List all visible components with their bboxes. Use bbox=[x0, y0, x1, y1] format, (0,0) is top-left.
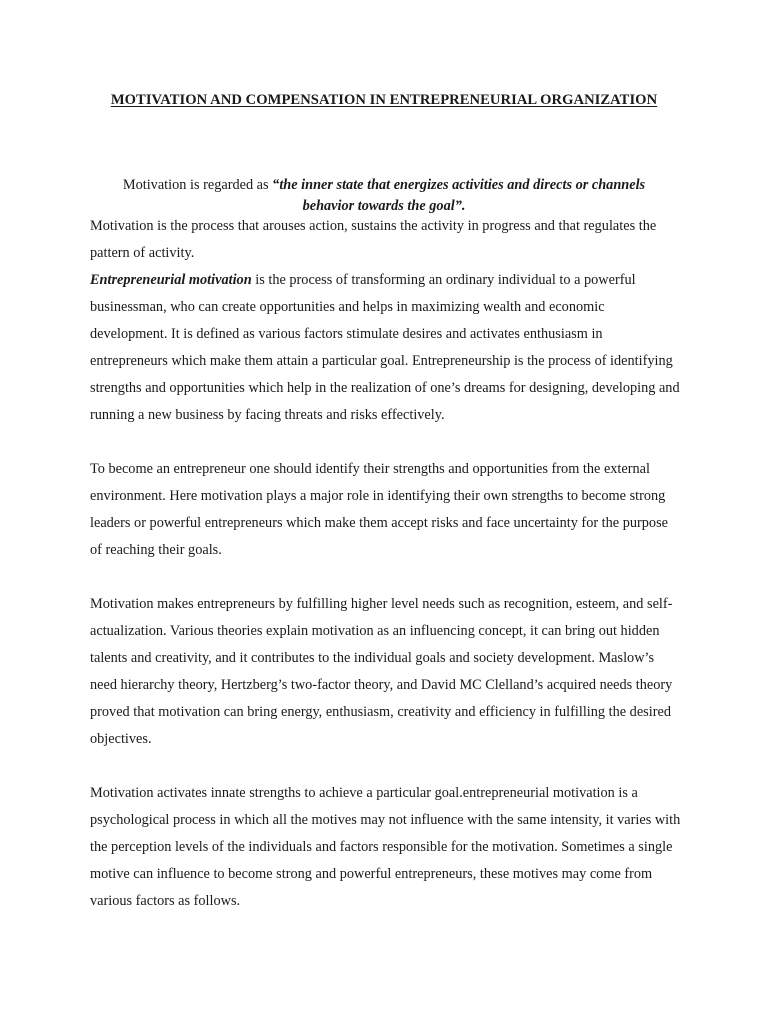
paragraph-become-entrepreneur: To become an entrepreneur one should identify their strengths and opportunities from the external environment. Here motivation plays a major role in identifying their own strengths to become strong leaders or powerful entrepreneurs which make them accept risks and face uncertainty for the purpose of reaching their goals. bbox=[90, 461, 668, 558]
paragraph-lead-term: Entrepreneurial motivation bbox=[90, 272, 252, 288]
page-title: MOTIVATION AND COMPENSATION IN ENTREPRENEURIAL ORGANIZATION bbox=[110, 92, 658, 108]
paragraph-definition: Motivation is the process that arouses action, sustains the activity in progress and that regulates the pattern of activity. bbox=[90, 218, 657, 261]
paragraph-entrepreneurial-motivation bbox=[90, 267, 682, 429]
quote-lead: Motivation is regarded as bbox=[122, 177, 273, 193]
paragraph-innate-strengths: Motivation activates innate strengths to achieve a particular goal.entrepreneurial motivation is a psychological process in which all the motives may not influence with the same intensity, it varies with the perception levels of the individuals and factors responsible for the motivation. Sometimes a single motive can influence to become strong and powerful entrepreneurs, these motives may come from various factors as follows. bbox=[90, 785, 681, 909]
paragraph-higher-level-needs: Motivation makes entrepreneurs by fulfilling higher level needs such as recognition, esteem, and self-actualization. Various theories explain motivation as an influencing concept, it can bring out hidden talents and creativity, and it contributes to the individual goals and society development. Maslow’s need hierarchy theory, Hertzberg’s two-factor theory, and David MC Clelland’s acquired needs theory proved that motivation can bring energy, enthusiasm, creativity and efficiency in fulfilling the desired objectives. bbox=[90, 596, 673, 747]
definition-quote bbox=[96, 175, 672, 217]
document-body bbox=[90, 213, 682, 915]
paragraph-body: is the process of transforming an ordinary individual to a powerful businessman, who can create opportunities and helps in maximizing wealth and economic development. It is defined as various factors stimulate desires and activates enthusiasm in entrepreneurs which make them attain a particular goal. Entrepreneurship is the process of identifying strengths and opportunities which help in the realization of one’s dreams for designing, developing and running a new business by facing threats and risks effectively. bbox=[90, 272, 680, 423]
quote-text: “the inner state that energizes activities and directs or channels behavior towards the goal”. bbox=[272, 177, 646, 214]
